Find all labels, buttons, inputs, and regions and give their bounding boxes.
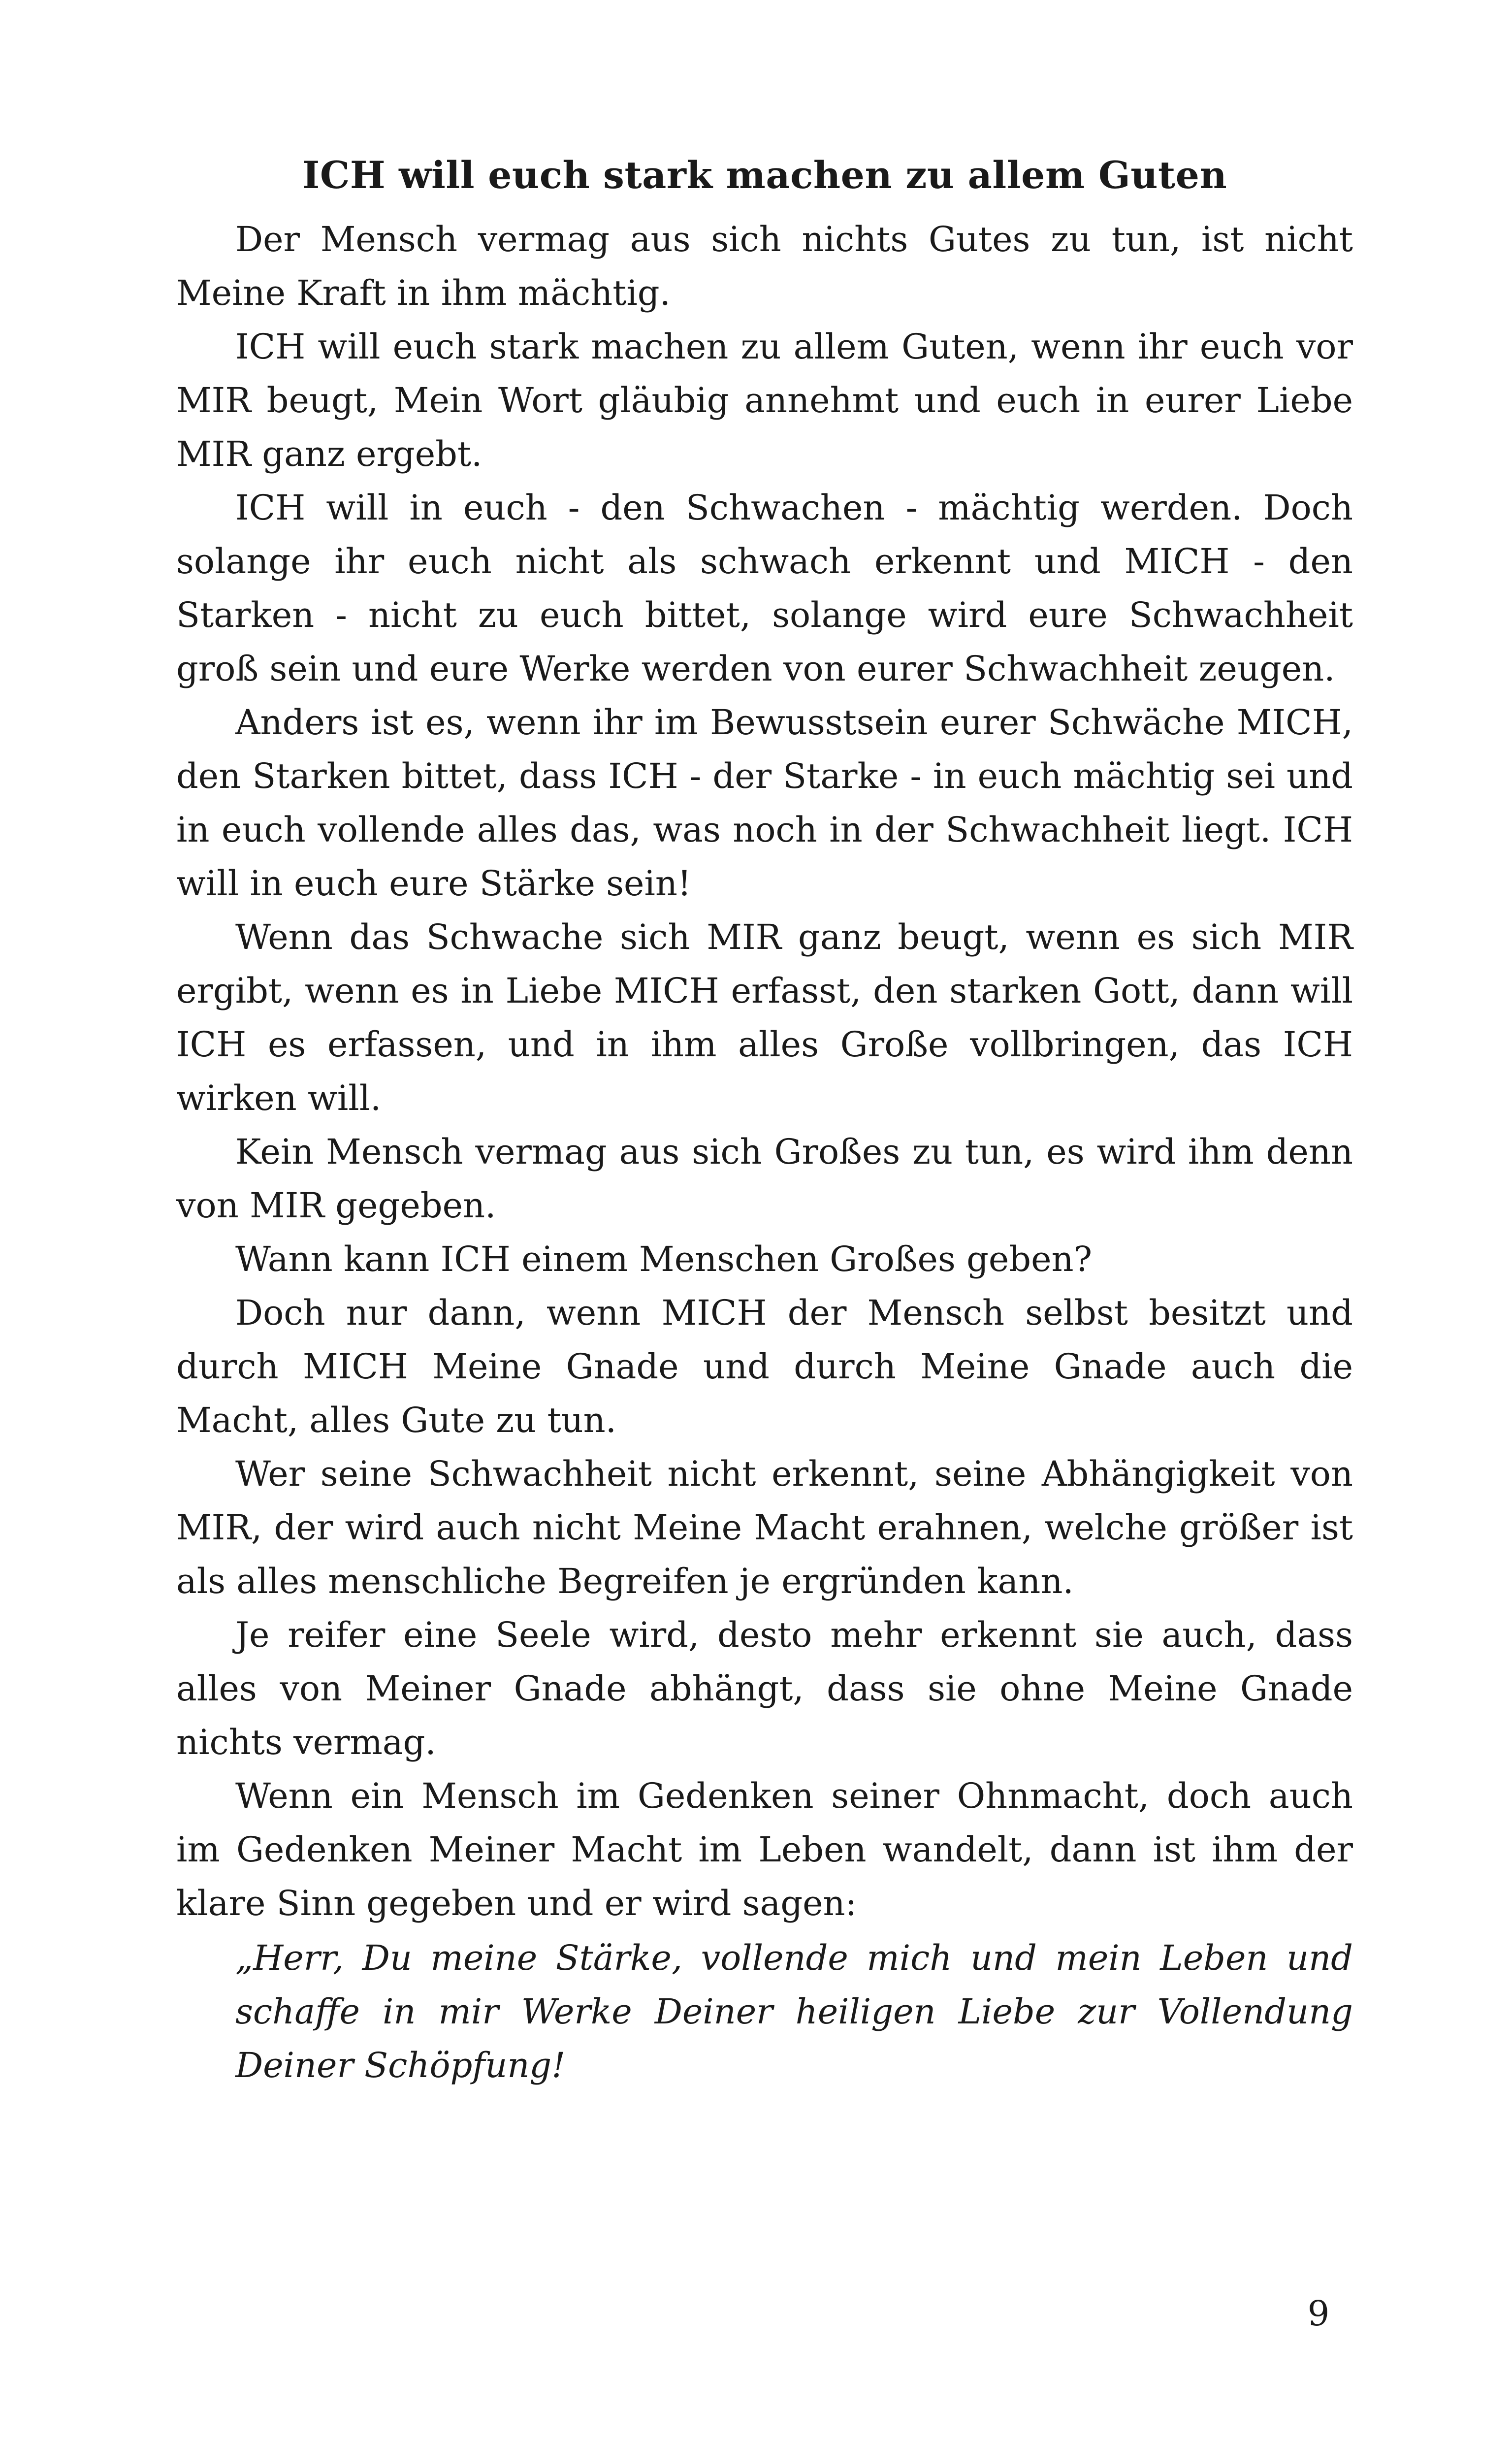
paragraph: ICH will in euch - den Schwachen - mächtig werden. Doch solange ihr euch nicht als schwach erkennt und MICH - den Starken - nicht zu euch bittet, solange wird eure Schwachheit groß sein und eure Werke werden von eurer Schwachheit zeugen. (176, 488, 1353, 689)
paragraph: ICH will euch stark machen zu allem Guten, wenn ihr euch vor MIR beugt, Mein Wort gläubig annehmt und euch in eurer Liebe MIR ganz ergebt. (176, 326, 1353, 474)
paragraph: Wenn das Schwache sich MIR ganz beugt, wenn es sich MIR ergibt, wenn es in Liebe MICH erfasst, den starken Gott, dann will ICH es erfassen, und in ihm alles Große vollbringen, das ICH wirken will. (176, 917, 1353, 1118)
paragraph: Je reifer eine Seele wird, desto mehr erkennt sie auch, dass alles von Meiner Gnade abhängt, dass sie ohne Meine Gnade nichts vermag. (176, 1615, 1353, 1762)
page-number: 9 (1307, 2293, 1330, 2334)
paragraph: Wann kann ICH einem Menschen Großes geben? (235, 1239, 1093, 1279)
prayer-quote: „Herr, Du meine Stärke, vollende mich und mein Leben und schaffe in mir Werke Deiner heiligen Liebe zur Vollendung Deiner Schöpfung! (235, 1938, 1353, 2085)
paragraph: Doch nur dann, wenn MICH der Mensch selbst besitzt und durch MICH Meine Gnade und durch Meine Gnade auch die Macht, alles Gute zu tun. (176, 1293, 1353, 1440)
text-block (176, 148, 1353, 2092)
paragraph: Der Mensch vermag aus sich nichts Gutes zu tun, ist nicht Meine Kraft in ihm mächtig. (176, 219, 1353, 313)
paragraph: Wer seine Schwachheit nicht erkennt, seine Abhängigkeit von MIR, der wird auch nicht Meine Macht erahnen, welche größer ist als alles menschliche Begreifen je ergründen kann. (176, 1454, 1353, 1601)
paragraph: Wenn ein Mensch im Gedenken seiner Ohnmacht, doch auch im Gedenken Meiner Macht im Leben wandelt, dann ist ihm der klare Sinn gegeben und er wird sagen: (176, 1776, 1353, 1923)
paragraph: Kein Mensch vermag aus sich Großes zu tun, es wird ihm denn von MIR gegeben. (176, 1132, 1353, 1226)
chapter-title: ICH will euch stark machen zu allem Guten (302, 153, 1227, 197)
paragraph: Anders ist es, wenn ihr im Bewusstsein eurer Schwäche MICH, den Starken bittet, dass ICH - der Starke - in euch mächtig sei und in euch vollende alles das, was noch in der Schwachheit liegt. ICH will in euch eure Stärke sein! (176, 702, 1353, 904)
